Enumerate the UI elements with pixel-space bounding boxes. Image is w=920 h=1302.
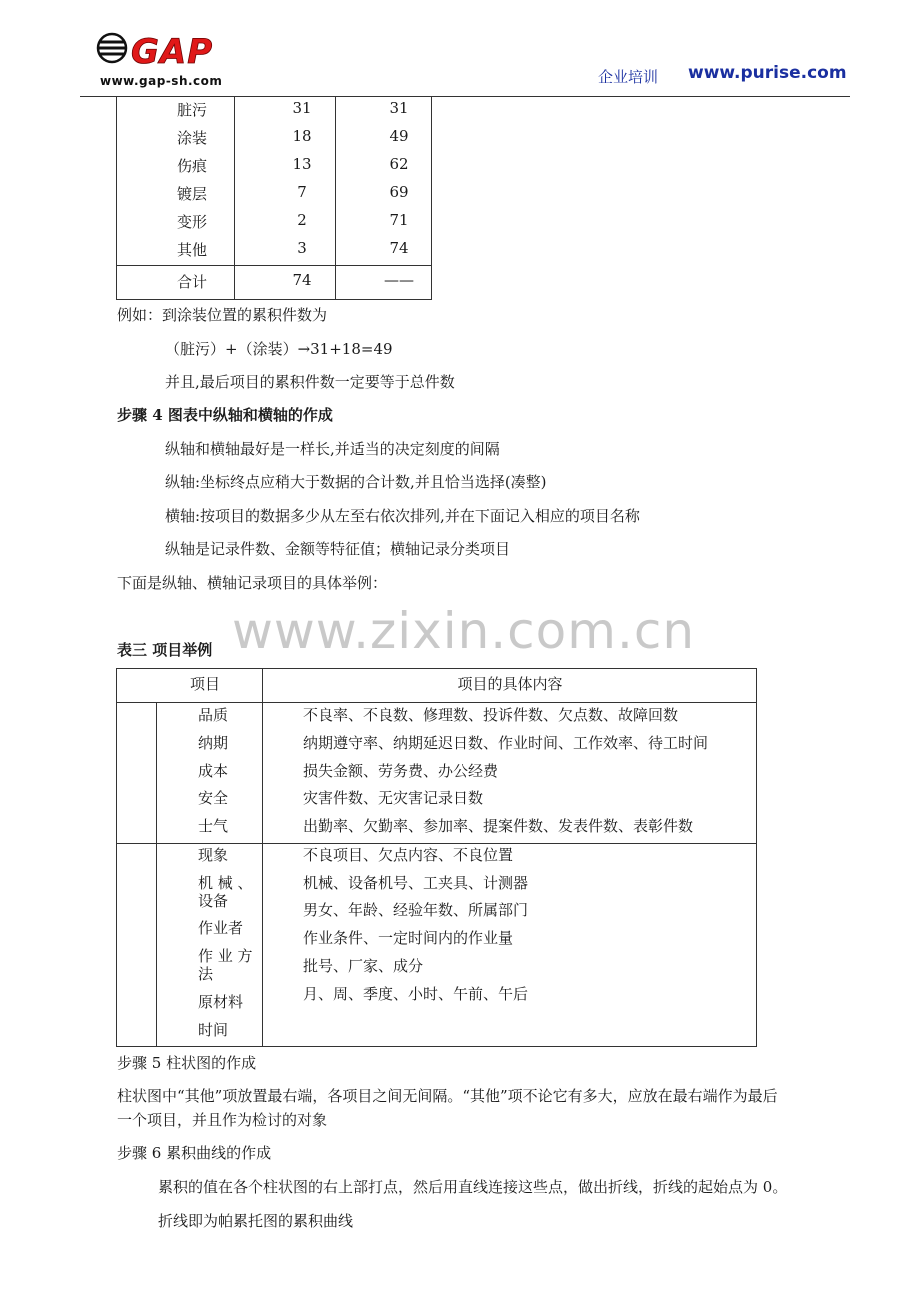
step6-title: 步骤 6 累积曲线的作成 — [117, 1144, 272, 1162]
step5-title: 步骤 5 柱状图的作成 — [117, 1054, 257, 1072]
step4-title: 步骤 4 图表中纵轴和横轴的作成 — [117, 406, 333, 424]
table-border — [116, 702, 757, 703]
gap-logo-graphic — [95, 28, 245, 74]
examples-intro: 下面是纵轴、横轴记录项目的具体举例： — [117, 574, 388, 592]
table-total-label: 合计 — [176, 273, 207, 291]
svg-text:GAP: GAP — [131, 32, 214, 72]
table-cell-content: 男女、年龄、经验年数、所属部门 — [303, 901, 529, 919]
table-header-content: 项目的具体内容 — [457, 675, 563, 693]
table-cell-content: 灾害件数、无灾害记录日数 — [303, 789, 484, 807]
item-examples-table — [116, 668, 757, 1047]
table-cell-cumulative: 74 — [389, 239, 409, 257]
table-cell-content: 批号、厂家、成分 — [303, 957, 424, 975]
header-section-label: 企业培训 — [598, 68, 659, 86]
table-cell-item: 时间 — [198, 1021, 229, 1039]
table-border — [116, 1046, 757, 1047]
table-cell-item: 安全 — [198, 789, 229, 807]
table-border — [756, 668, 757, 1047]
logo-url[interactable]: www.gap-sh.com — [100, 74, 223, 88]
step5-text: 一个项目，并且作为检讨的对象 — [117, 1111, 328, 1129]
table-cell-item: 纳期 — [198, 734, 229, 752]
step4-line: 纵轴是记录件数、金额等特征值；横轴记录分类项目 — [165, 540, 511, 558]
table-cell-item: 法 — [198, 965, 214, 983]
table-cell-content: 损失金额、劳务费、办公经费 — [303, 762, 499, 780]
table-cell-content: 作业条件、一定时间内的作业量 — [303, 929, 514, 947]
table-cell-content: 不良项目、欠点内容、不良位置 — [303, 846, 514, 864]
cumulative-count-table — [116, 97, 432, 300]
table-cell-content: 月、周、季度、小时、午前、午后 — [303, 985, 529, 1003]
table-cell-item: 作 业 方 — [198, 947, 253, 965]
table-cell-count: 18 — [292, 127, 312, 145]
table-cell-content: 机械、设备机号、工夹具、计测器 — [303, 874, 529, 892]
step6-text: 累积的值在各个柱状图的右上部打点，然后用直线连接这些点，做出折线，折线的起始点为 0。 — [158, 1178, 788, 1196]
table-cell-count: 31 — [292, 99, 312, 117]
table-cell-cumulative: 62 — [389, 155, 409, 173]
table-cell-cumulative: 49 — [389, 127, 409, 145]
table-border — [262, 668, 263, 1047]
example-note: 并且,最后项目的累积件数一定要等于总件数 — [165, 373, 455, 391]
table-cell-item: 原材料 — [198, 993, 244, 1011]
step4-line: 横轴:按项目的数据多少从左至右依次排列,并在下面记入相应的项目名称 — [165, 507, 640, 525]
table-cell-cumulative: 31 — [389, 99, 409, 117]
table-border — [156, 702, 157, 1047]
table-cell-count: 3 — [297, 239, 307, 257]
table-cell-item: 镀层 — [176, 185, 207, 203]
table-total-count: 74 — [292, 271, 312, 289]
step4-line: 纵轴:坐标终点应稍大于数据的合计数,并且恰当选择(凑整) — [165, 473, 547, 491]
step5-text: 柱状图中“其他”项放置最右端，各项目之间无间隔。“其他”项不论它有多大，应放在最右端作为最后 — [117, 1087, 778, 1105]
table-border — [116, 97, 117, 300]
table-cell-cumulative: 71 — [389, 211, 409, 229]
table-cell-item: 伤痕 — [176, 157, 207, 175]
table-cell-item: 品质 — [198, 706, 229, 724]
table-cell-item: 脏污 — [176, 101, 207, 119]
table-border — [116, 668, 117, 1047]
table-border — [116, 265, 432, 266]
table-cell-item: 作业者 — [198, 919, 244, 937]
example-formula: （脏污）+（涂装）→31+18=49 — [165, 340, 393, 358]
header-site-link[interactable]: www.purise.com — [688, 63, 847, 83]
table-cell-item: 成本 — [198, 762, 229, 780]
table-cell-item: 士气 — [198, 817, 229, 835]
table-border — [116, 668, 757, 669]
table-cell-item: 机 械 、 — [198, 874, 253, 892]
table-cell-item: 设备 — [198, 892, 229, 910]
table-cell-content: 纳期遵守率、纳期延迟日数、作业时间、工作效率、待工时间 — [303, 734, 709, 752]
table-cell-item: 现象 — [198, 846, 229, 864]
table-cell-count: 7 — [297, 183, 307, 201]
table-total-cumulative: —— — [384, 271, 414, 289]
table-cell-item: 涂装 — [176, 129, 207, 147]
table-border — [116, 299, 432, 300]
table-header-item: 项目 — [189, 675, 220, 693]
table3-title: 表三 项目举例 — [117, 641, 213, 659]
table-cell-count: 2 — [297, 211, 307, 229]
table-cell-content: 不良率、不良数、修理数、投诉件数、欠点数、故障回数 — [303, 706, 679, 724]
table-cell-item: 其他 — [176, 241, 207, 259]
table-cell-count: 13 — [292, 155, 312, 173]
example-intro: 例如：到涂装位置的累积件数为 — [117, 306, 328, 324]
table-cell-item: 变形 — [176, 213, 207, 231]
step6-text: 折线即为帕累托图的累积曲线 — [158, 1212, 354, 1230]
watermark: www.zixin.com.cn — [232, 602, 696, 660]
step4-line: 纵轴和横轴最好是一样长,并适当的决定刻度的间隔 — [165, 440, 500, 458]
table-cell-content: 出勤率、欠勤率、参加率、提案件数、发表件数、表彰件数 — [303, 817, 694, 835]
table-cell-cumulative: 69 — [389, 183, 409, 201]
